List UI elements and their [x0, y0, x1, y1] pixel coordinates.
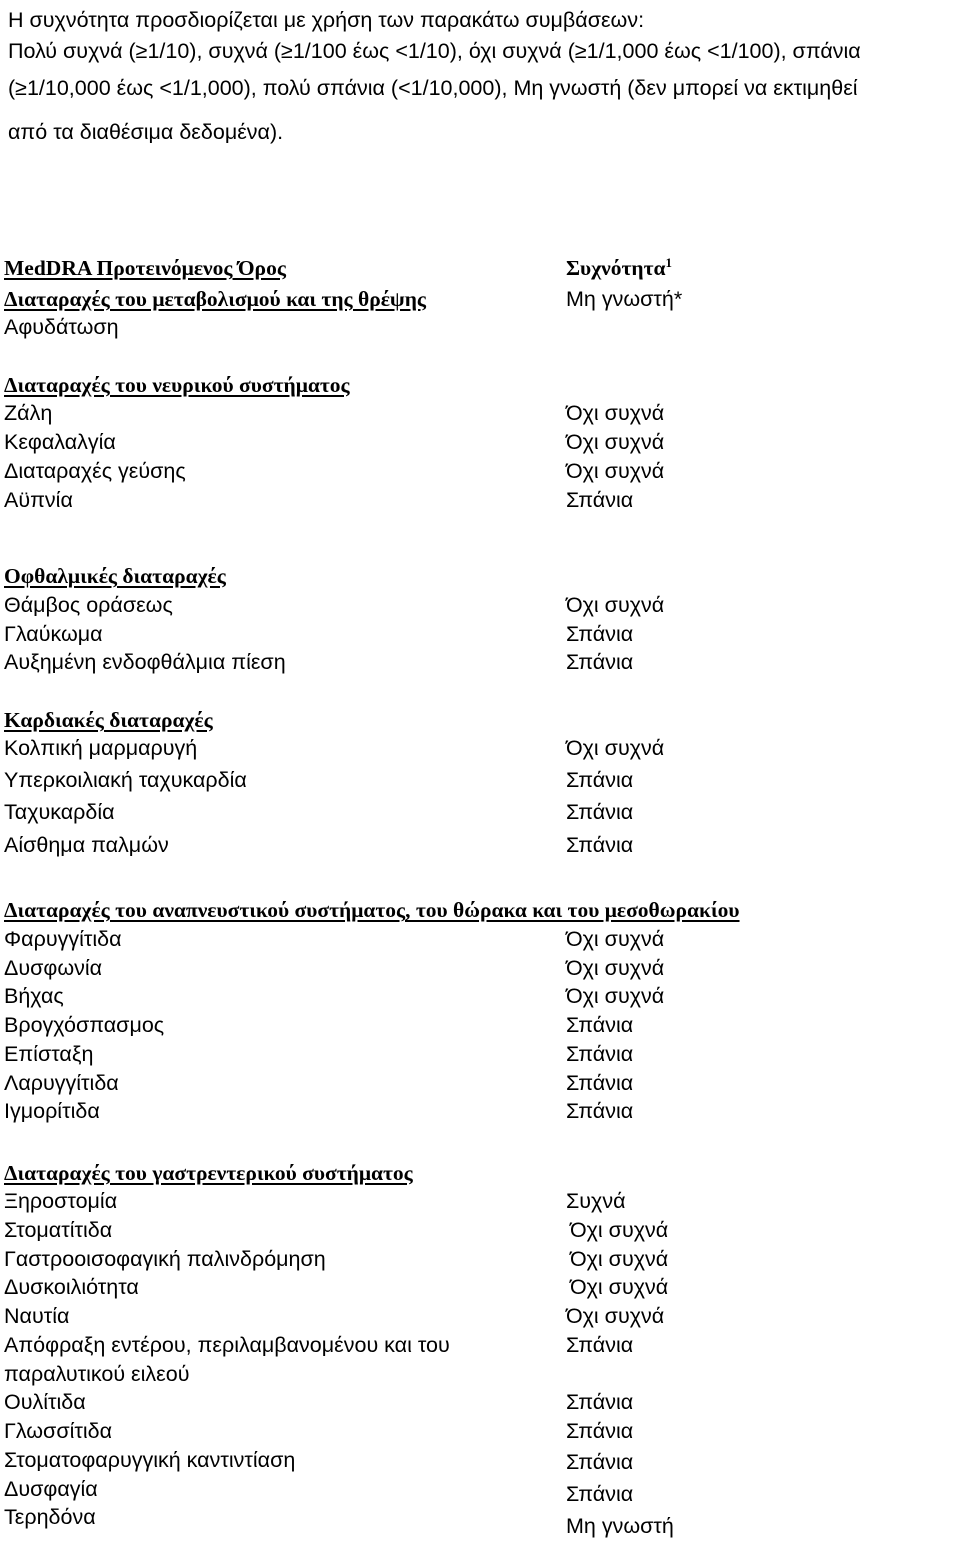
header-frequency: Συχνότητα$^1$ — [566, 254, 673, 280]
term-cell: Αφυδάτωση — [4, 315, 119, 339]
term-cell: Υπερκοιλιακή ταχυκαρδία — [4, 768, 247, 792]
frequency-cell: Όχι συχνά — [566, 984, 665, 1008]
term-cell: Τερηδόνα — [4, 1505, 96, 1529]
term-cell: παραλυτικού ειλεού — [4, 1362, 190, 1386]
term-cell: Βήχας — [4, 984, 64, 1008]
term-cell: Επίσταξη — [4, 1042, 94, 1066]
frequency-cell: Σπάνια — [566, 650, 634, 674]
term-cell: Κεφαλαλγία — [4, 430, 116, 454]
frequency-cell: Σπάνια — [566, 1390, 634, 1414]
term-cell: Δυσφωνία — [4, 956, 103, 980]
frequency-cell: Σπάνια — [566, 800, 634, 824]
term-cell: Λαρυγγίτιδα — [4, 1071, 119, 1095]
intro-line-3: (≥1/10,000 έως <1/1,000), πολύ σπάνια (<1/10,000), Μη γνωστή (δεν μπορεί να εκτιμηθεί — [8, 76, 858, 100]
frequency-cell: Όχι συχνά — [566, 736, 665, 760]
frequency-cell: Μη γνωστή* — [566, 287, 683, 311]
frequency-cell: Όχι συχνά — [566, 1304, 665, 1328]
frequency-cell: Σπάνια — [566, 1419, 634, 1443]
term-cell: Στοματοφαρυγγική καντιντίαση — [4, 1448, 296, 1472]
header-term: MedDRA Προτεινόμενος Όρος — [4, 256, 286, 280]
intro-line-4: από τα διαθέσιμα δεδομένα). — [8, 120, 284, 144]
section-heading: Καρδιακές διαταραχές — [4, 708, 213, 732]
frequency-cell: Όχι συχνά — [570, 1275, 669, 1299]
frequency-cell: Σπάνια — [566, 1042, 634, 1066]
frequency-cell: Σπάνια — [566, 1013, 634, 1037]
term-cell: Ναυτία — [4, 1304, 70, 1328]
term-cell: Ξηροστομία — [4, 1189, 118, 1213]
frequency-cell: Όχι συχνά — [566, 956, 665, 980]
term-cell: Αίσθημα παλμών — [4, 833, 169, 857]
section-heading: Οφθαλμικές διαταραχές — [4, 564, 226, 588]
intro-line-1: Η συχνότητα προσδιορίζεται με χρήση των παρακάτω συμβάσεων: — [8, 8, 645, 32]
frequency-cell: Συχνά — [566, 1189, 626, 1213]
section-heading: Διαταραχές του γαστρεντερικού συστήματος — [4, 1161, 413, 1185]
frequency-cell: Σπάνια — [566, 622, 634, 646]
frequency-cell: Σπάνια — [566, 833, 634, 857]
intro-line-2: Πολύ συχνά (≥1/10), συχνά (≥1/100 έως <1/10), όχι συχνά (≥1/1,000 έως <1/100), σπάνια — [8, 39, 861, 63]
frequency-cell: Όχι συχνά — [566, 430, 665, 454]
frequency-cell: Σπάνια — [566, 1099, 634, 1123]
term-cell: Βρογχόσπασμος — [4, 1013, 165, 1037]
frequency-cell: Όχι συχνά — [566, 459, 665, 483]
frequency-cell: Μη γνωστή — [566, 1514, 674, 1538]
term-cell: Φαρυγγίτιδα — [4, 927, 122, 951]
term-cell: Γλαύκωμα — [4, 622, 103, 646]
term-cell: Ζάλη — [4, 401, 53, 425]
term-cell: Ιγμορίτιδα — [4, 1099, 100, 1123]
section-heading: Διαταραχές του νευρικού συστήματος — [4, 373, 350, 397]
term-cell: Δυσφαγία — [4, 1477, 98, 1501]
term-cell: Απόφραξη εντέρου, περιλαμβανομένου και του — [4, 1333, 450, 1357]
section-heading: Διαταραχές του μεταβολισμού και της θρέψης — [4, 287, 426, 311]
frequency-cell: Σπάνια — [566, 768, 634, 792]
section-heading: Διαταραχές του αναπνευστικού συστήματος, του θώρακα και του μεσοθωρακίου — [4, 898, 740, 922]
term-cell: Στοματίτιδα — [4, 1218, 113, 1242]
term-cell: Ουλίτιδα — [4, 1390, 86, 1414]
frequency-cell: Όχι συχνά — [566, 401, 665, 425]
frequency-cell: Όχι συχνά — [570, 1247, 669, 1271]
term-cell: Ταχυκαρδία — [4, 800, 115, 824]
term-cell: Θάμβος οράσεως — [4, 593, 173, 617]
term-cell: Διαταραχές γεύσης — [4, 459, 186, 483]
frequency-cell: Σπάνια — [566, 1333, 634, 1357]
frequency-cell: Σπάνια — [566, 488, 634, 512]
term-cell: Γαστροοισοφαγική παλινδρόμηση — [4, 1247, 326, 1271]
term-cell: Αυξημένη ενδοφθάλμια πίεση — [4, 650, 286, 674]
term-cell: Κολπική μαρμαρυγή — [4, 736, 198, 760]
frequency-cell: Σπάνια — [566, 1482, 634, 1506]
frequency-cell: Όχι συχνά — [566, 927, 665, 951]
term-cell: Αϋπνία — [4, 488, 73, 512]
frequency-cell: Σπάνια — [566, 1071, 634, 1095]
term-cell: Γλωσσίτιδα — [4, 1419, 113, 1443]
frequency-cell: Όχι συχνά — [566, 593, 665, 617]
frequency-cell: Όχι συχνά — [570, 1218, 669, 1242]
term-cell: Δυσκοιλιότητα — [4, 1275, 139, 1299]
footnote-marker: 1 — [665, 254, 673, 270]
frequency-cell: Σπάνια — [566, 1450, 634, 1474]
